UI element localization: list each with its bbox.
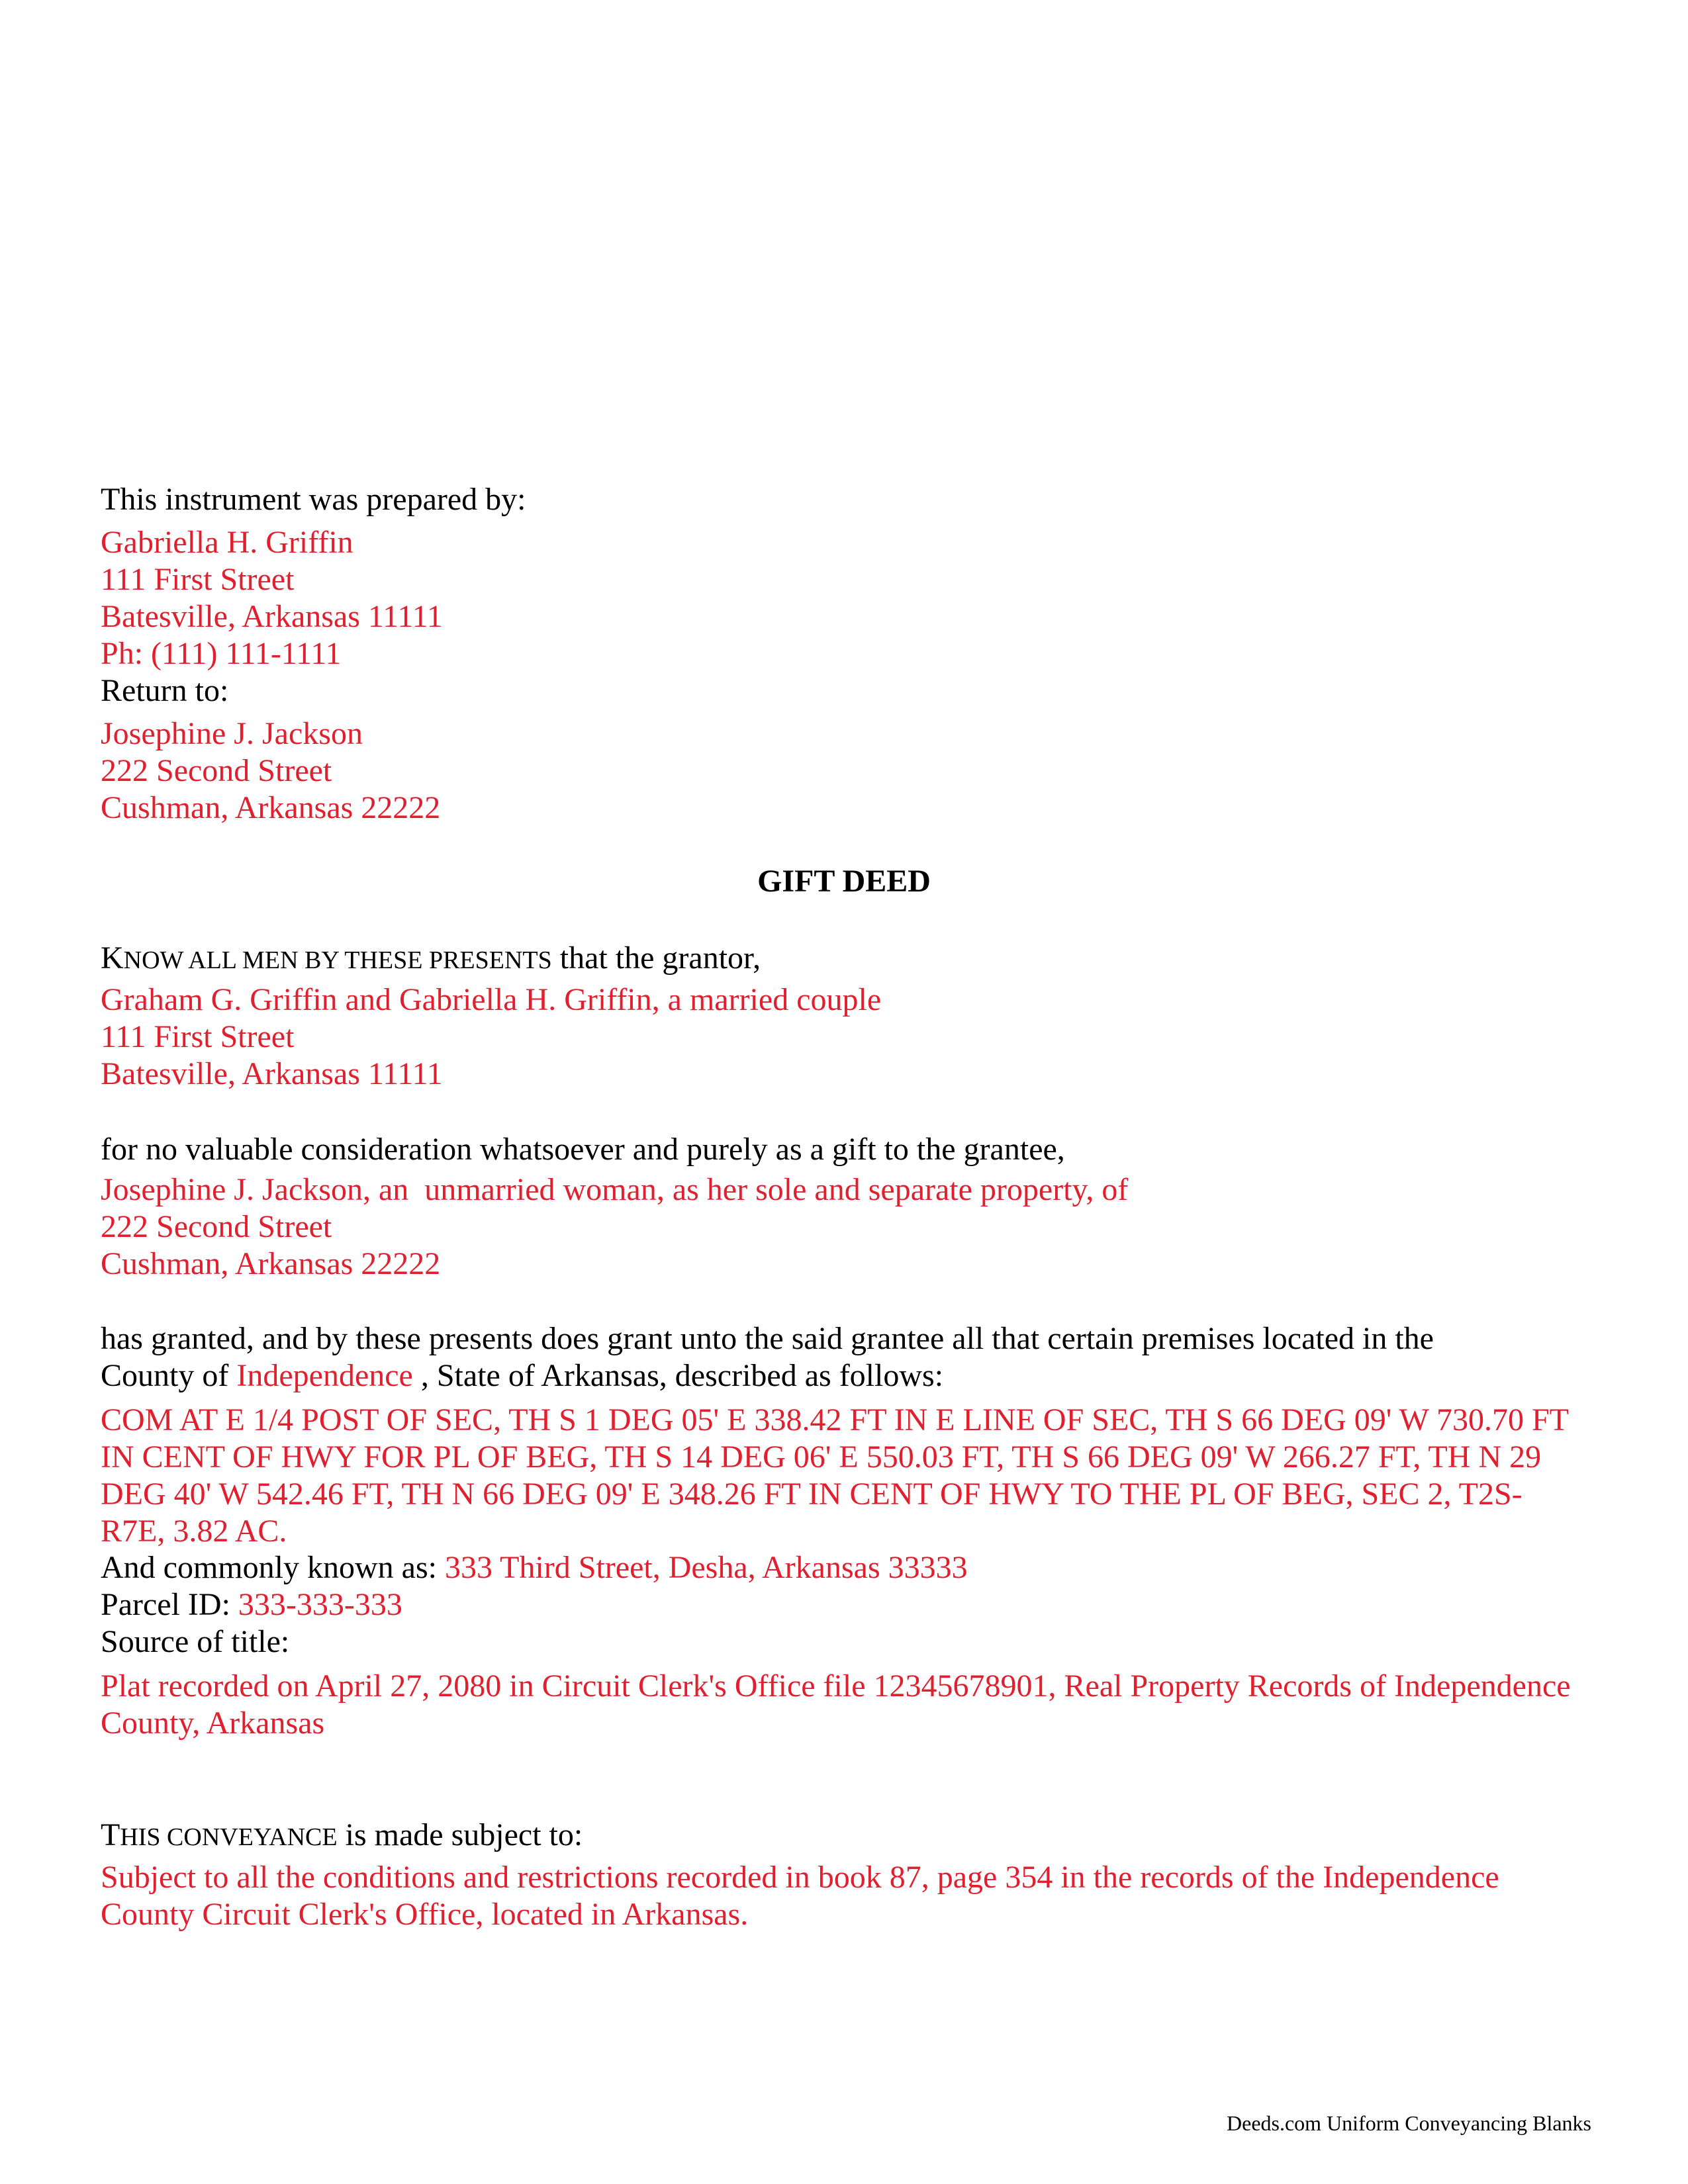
conveyance-initial: T: [101, 1817, 120, 1852]
grantor-city: Batesville, Arkansas 11111: [101, 1056, 443, 1091]
conveyance-restrictions: Subject to all the conditions and restrictions recorded in book 87, page 354 in the records of the Independence County Circuit Clerk's Office, located in Arkansas.: [101, 1860, 1499, 1932]
known-as-label: And commonly known as:: [101, 1550, 445, 1585]
legal-description: COM AT E 1/4 POST OF SEC, TH S 1 DEG 05' E 338.42 FT IN E LINE OF SEC, TH S 66 DEG 09' W 730.70 FT IN CENT OF HWY FOR PL OF BEG, TH S 14 DEG 06' E 550.03 FT, TH S 66 DEG 09' W 266.27 FT, TH N 29 DEG 40' W 542.46 FT, TH N 66 DEG 09' E 348.26 FT IN CENT OF HWY TO THE PL OF BEG, SEC 2, T2S-R7E, 3.82 AC.: [101, 1402, 1569, 1549]
return-to-label-text: Return to:: [101, 673, 229, 708]
parcel-label: Parcel ID:: [101, 1587, 238, 1622]
county-name: Independence: [236, 1358, 413, 1393]
conveyance-rest: is made subject to:: [337, 1817, 583, 1852]
footer-text: Deeds.com Uniform Conveyancing Blanks: [1227, 2111, 1591, 2135]
grantee-block: [101, 1171, 1583, 1283]
grantor-intro: [101, 940, 1583, 979]
preparer-name: Gabriella H. Griffin: [101, 525, 353, 560]
parcel-line: [101, 1586, 1583, 1623]
premises-line1: has granted, and by these presents does grant unto the said grantee all that certain premises located in the: [101, 1321, 1434, 1356]
grantor-street: 111 First Street: [101, 1019, 295, 1054]
document-title: GIFT DEED: [757, 864, 931, 899]
conveyance-intro: [101, 1817, 1583, 1856]
intro-initial: K: [101, 940, 124, 976]
preparer-street: 111 First Street: [101, 562, 295, 597]
grantee-names: Josephine J. Jackson, an unmarried woman, as her sole and separate property, of: [101, 1172, 1129, 1207]
county-prefix: County of: [101, 1358, 237, 1393]
intro-rest: that the grantor,: [551, 940, 761, 976]
premises-county-line: [101, 1357, 1583, 1394]
grantee-intro: for no valuable consideration whatsoever and purely as a gift to the grantee,: [101, 1132, 1065, 1167]
return-name: Josephine J. Jackson: [101, 716, 363, 751]
prepared-by-label-text: This instrument was prepared by:: [101, 482, 526, 517]
grantee-street: 222 Second Street: [101, 1209, 332, 1244]
grantor-block: [101, 981, 1583, 1093]
property-info: [101, 1549, 1583, 1661]
county-suffix: , State of Arkansas, described as follows:: [412, 1358, 944, 1393]
intro-smallcaps: NOW ALL MEN BY THESE PRESENTS: [123, 946, 552, 974]
return-to-label: [101, 672, 1583, 709]
preparer-phone: Ph: (111) 111-1111: [101, 636, 342, 671]
return-street: 222 Second Street: [101, 753, 332, 788]
known-as-line: [101, 1549, 1583, 1586]
preparer-address: [101, 524, 1583, 672]
prepared-by-label: [101, 481, 1583, 518]
source-of-title: Plat recorded on April 27, 2080 in Circuit Clerk's Office file 12345678901, Real Property Records of Independence County, Arkansas: [101, 1668, 1571, 1741]
conveyance-smallcaps: HIS CONVEYANCE: [120, 1823, 338, 1851]
known-as-address: 333 Third Street, Desha, Arkansas 33333: [444, 1550, 968, 1585]
grantee-city: Cushman, Arkansas 22222: [101, 1246, 441, 1281]
return-city: Cushman, Arkansas 22222: [101, 790, 441, 825]
premises-intro: [101, 1320, 1583, 1394]
source-label: Source of title:: [101, 1624, 290, 1659]
grantor-names: Graham G. Griffin and Gabriella H. Griffin, a married couple: [101, 982, 882, 1017]
return-address: [101, 715, 1583, 827]
parcel-id: 333-333-333: [238, 1587, 402, 1622]
preparer-city: Batesville, Arkansas 11111: [101, 599, 443, 634]
